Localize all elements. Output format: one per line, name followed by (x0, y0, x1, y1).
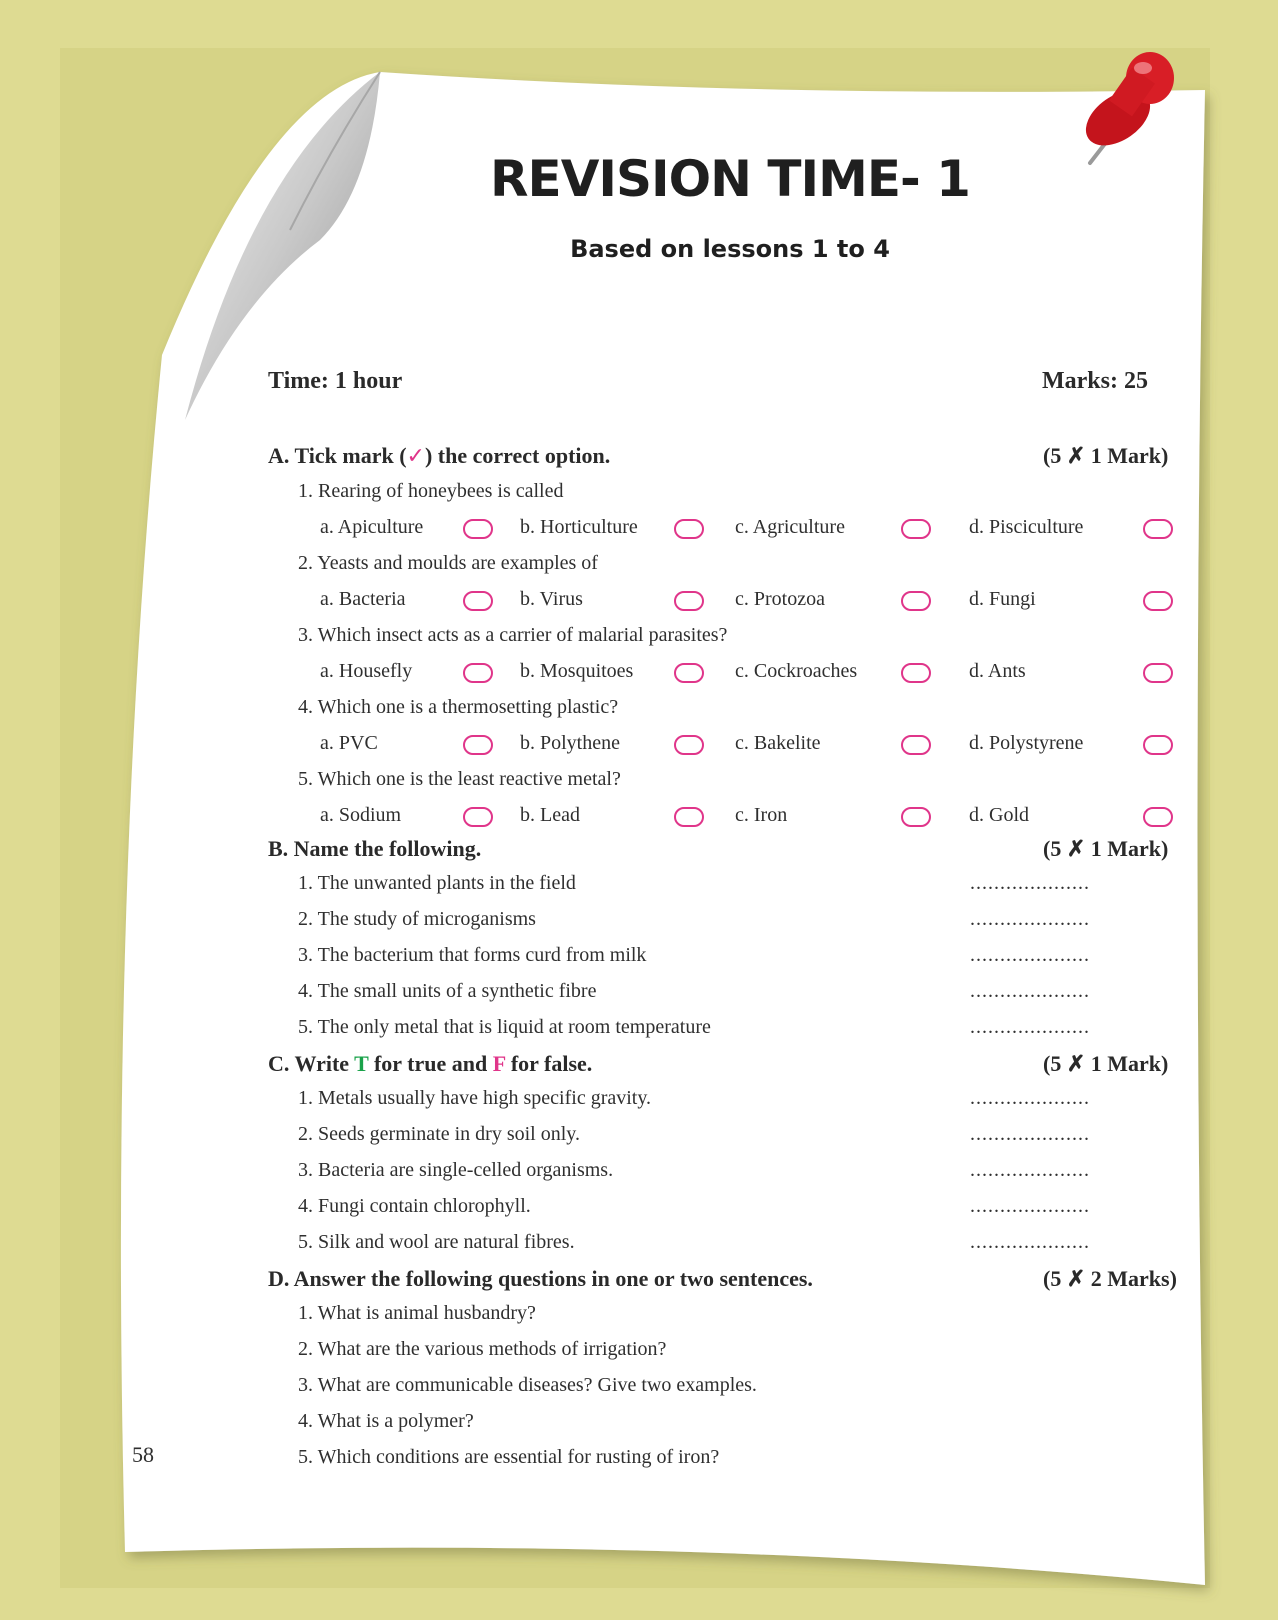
list-item: 5. Silk and wool are natural fibres. (298, 1231, 575, 1253)
answer-blank[interactable]: .................... (970, 872, 1090, 894)
list-item: 4. The small units of a synthetic fibre (298, 980, 597, 1002)
list-item: 1. Metals usually have high specific gravity. (298, 1087, 652, 1109)
option-label: d. Fungi (969, 588, 1036, 610)
answer-oval-icon[interactable] (463, 735, 493, 755)
option-label: c. Agriculture (735, 516, 845, 538)
option-label: d. Pisciculture (969, 516, 1084, 538)
answer-oval-icon[interactable] (674, 735, 704, 755)
answer-oval-icon[interactable] (1143, 519, 1173, 539)
list-item: 3. Bacteria are single-celled organisms. (298, 1159, 614, 1181)
option-label: b. Horticulture (520, 516, 638, 538)
section-d-heading: D. Answer the following questions in one or two sentences. (268, 1266, 813, 1291)
answer-blank[interactable]: .................... (970, 1159, 1090, 1181)
list-item: 2. The study of microganisms (298, 908, 536, 930)
section-b-marks: (5 ✗ 1 Mark) (1043, 836, 1169, 861)
answer-oval-icon[interactable] (901, 663, 931, 683)
list-item: 1. The unwanted plants in the field (298, 872, 576, 894)
time-label: Time: 1 hour (268, 368, 403, 394)
question-text: 4. Which one is a thermosetting plastic? (298, 696, 619, 718)
answer-blank[interactable]: .................... (970, 1231, 1090, 1253)
option-label: c. Protozoa (735, 588, 825, 610)
section-a-heading: A. Tick mark (✓) the correct option. (268, 443, 611, 469)
answer-oval-icon[interactable] (901, 591, 931, 611)
answer-oval-icon[interactable] (463, 807, 493, 827)
section-a-marks: (5 ✗ 1 Mark) (1043, 443, 1169, 468)
list-item: 4. What is a polymer? (298, 1410, 474, 1432)
answer-oval-icon[interactable] (1143, 591, 1173, 611)
option-label: a. PVC (320, 732, 378, 754)
question-text: 5. Which one is the least reactive metal? (298, 768, 621, 790)
option-label: a. Apiculture (320, 516, 424, 538)
answer-oval-icon[interactable] (463, 519, 493, 539)
answer-oval-icon[interactable] (463, 663, 493, 683)
answer-oval-icon[interactable] (901, 735, 931, 755)
option-label: c. Bakelite (735, 732, 821, 754)
list-item: 1. What is animal husbandry? (298, 1302, 536, 1324)
section-d-marks: (5 ✗ 2 Marks) (1043, 1266, 1177, 1291)
question-text: 1. Rearing of honeybees is called (298, 480, 564, 502)
answer-oval-icon[interactable] (674, 519, 704, 539)
answer-blank[interactable]: .................... (970, 1123, 1090, 1145)
question-text: 2. Yeasts and moulds are examples of (298, 552, 598, 574)
answer-oval-icon[interactable] (1143, 807, 1173, 827)
answer-oval-icon[interactable] (674, 807, 704, 827)
marks-label: Marks: 25 (1042, 368, 1148, 394)
option-label: d. Ants (969, 660, 1026, 682)
option-label: b. Lead (520, 804, 580, 826)
option-label: c. Cockroaches (735, 660, 858, 682)
answer-blank[interactable]: .................... (970, 980, 1090, 1002)
list-item: 2. What are the various methods of irrigation? (298, 1338, 667, 1360)
option-label: a. Bacteria (320, 588, 406, 610)
section-c-marks: (5 ✗ 1 Mark) (1043, 1051, 1169, 1076)
list-item: 3. The bacterium that forms curd from milk (298, 944, 647, 966)
option-label: b. Mosquitoes (520, 660, 634, 682)
list-item: 5. The only metal that is liquid at room temperature (298, 1016, 711, 1038)
answer-blank[interactable]: .................... (970, 1016, 1090, 1038)
check-mark-icon: ✓ (406, 444, 425, 469)
page-title: REVISION TIME- 1 (490, 150, 970, 208)
answer-oval-icon[interactable] (463, 591, 493, 611)
answer-oval-icon[interactable] (901, 519, 931, 539)
option-label: b. Polythene (520, 732, 620, 754)
answer-oval-icon[interactable] (674, 591, 704, 611)
option-label: a. Housefly (320, 660, 413, 682)
answer-oval-icon[interactable] (901, 807, 931, 827)
answer-blank[interactable]: .................... (970, 944, 1090, 966)
answer-blank[interactable]: .................... (970, 1087, 1090, 1109)
option-label: b. Virus (520, 588, 583, 610)
answer-blank[interactable]: .................... (970, 908, 1090, 930)
list-item: 3. What are communicable diseases? Give two examples. (298, 1374, 757, 1396)
option-label: d. Polystyrene (969, 732, 1084, 754)
answer-oval-icon[interactable] (1143, 735, 1173, 755)
answer-blank[interactable]: .................... (970, 1195, 1090, 1217)
option-label: d. Gold (969, 804, 1029, 826)
option-label: c. Iron (735, 804, 788, 826)
page-subtitle: Based on lessons 1 to 4 (570, 235, 890, 263)
page-number: 58 (132, 1442, 154, 1467)
question-text: 3. Which insect acts as a carrier of malarial parasites? (298, 624, 728, 646)
list-item: 5. Which conditions are essential for rusting of iron? (298, 1446, 720, 1468)
list-item: 2. Seeds germinate in dry soil only. (298, 1123, 580, 1145)
answer-oval-icon[interactable] (1143, 663, 1173, 683)
section-c-heading: C. Write T for true and F for false. (268, 1051, 593, 1076)
answer-oval-icon[interactable] (674, 663, 704, 683)
option-label: a. Sodium (320, 804, 402, 826)
section-b-heading: B. Name the following. (268, 836, 482, 861)
list-item: 4. Fungi contain chlorophyll. (298, 1195, 531, 1217)
